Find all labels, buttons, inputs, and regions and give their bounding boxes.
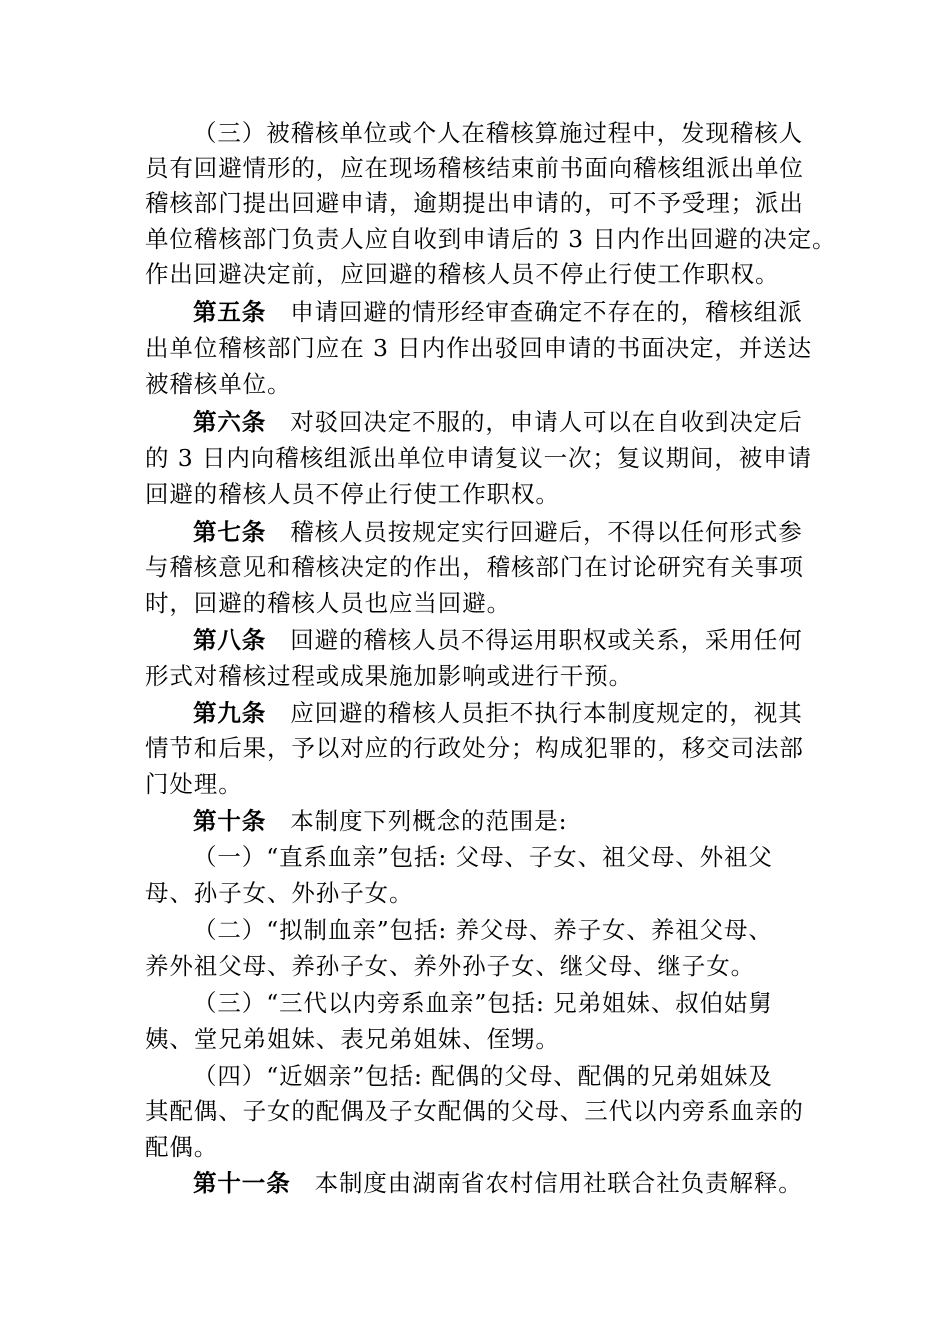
line-text: 的 3 日内向稽核组派出单位申请复议一次；复议期间，被申请 — [145, 444, 812, 472]
article-paragraph-line — [193, 806, 567, 836]
paragraph-line — [145, 769, 243, 799]
paragraph-line — [145, 1024, 560, 1054]
paragraph-line — [145, 443, 812, 473]
line-text: 与稽核意见和稽核决定的作出，稽核部门在讨论研究有关事项 — [145, 553, 804, 581]
article-number: 第十条 — [193, 807, 267, 835]
line-text: 本制度由湖南省农村信用社联合社负责解释。 — [314, 1169, 803, 1197]
line-text: 申请回避的情形经审查确定不存在的，稽核组派 — [290, 298, 803, 326]
line-text: 回避的稽核人员不停止行使工作职权。 — [145, 480, 560, 508]
line-text: （二）“拟制血亲”包括: 养父母、养子女、养祖父母、 — [193, 916, 773, 944]
paragraph-line — [145, 588, 511, 618]
paragraph-line — [145, 153, 804, 183]
paragraph-line — [193, 842, 773, 872]
line-text: 回避的稽核人员不得运用职权或关系，采用任何 — [290, 626, 803, 654]
paragraph-line — [145, 333, 812, 363]
line-text: 形式对稽核过程或成果施加影响或进行干预。 — [145, 662, 633, 690]
line-text: 员有回避情形的，应在现场稽核结束前书面向稽核组派出单位 — [145, 154, 804, 182]
paragraph-line — [145, 878, 413, 908]
paragraph-line — [145, 259, 779, 289]
line-text: 稽核人员按规定实行回避后，不得以任何形式参 — [290, 518, 803, 546]
line-text: 配偶。 — [145, 1133, 219, 1161]
line-text: 稽核部门提出回避申请，逾期提出申请的，可不予受理；派出 — [145, 189, 804, 217]
paragraph-line — [193, 118, 803, 148]
line-text: 对驳回决定不服的，申请人可以在自收到决定后 — [290, 408, 803, 436]
line-text: （三）“三代以内旁系血亲”包括: 兄弟姐妹、叔伯姑舅 — [193, 989, 773, 1017]
line-text: 母、孙子女、外孙子女。 — [145, 879, 414, 907]
article-paragraph-line — [193, 407, 803, 437]
line-text: 单位稽核部门负责人应自收到申请后的 3 日内作出回避的决定。 — [145, 225, 837, 253]
paragraph-line — [145, 1132, 218, 1162]
article-paragraph-line — [193, 698, 803, 728]
article-number: 第八条 — [193, 626, 267, 654]
line-text: 被稽核单位。 — [145, 370, 292, 398]
article-number: 第九条 — [193, 699, 267, 727]
paragraph-line — [145, 661, 633, 691]
article-paragraph-line — [193, 1168, 803, 1198]
line-text: 门处理。 — [145, 770, 243, 798]
article-paragraph-line — [193, 517, 803, 547]
line-text: 其配偶、子女的配偶及子女配偶的父母、三代以内旁系血亲的 — [145, 1097, 804, 1125]
article-number: 第七条 — [193, 518, 267, 546]
line-text: 养外祖父母、养孙子女、养外孙子女、继父母、继子女。 — [145, 952, 755, 980]
line-text: 时，回避的稽核人员也应当回避。 — [145, 589, 511, 617]
article-number: 第十一条 — [193, 1169, 291, 1197]
line-text: （一）“直系血亲”包括: 父母、子女、祖父母、外祖父 — [193, 843, 773, 871]
paragraph-line — [145, 224, 836, 254]
paragraph-line — [193, 915, 773, 945]
line-text: 应回避的稽核人员拒不执行本制度规定的，视其 — [290, 699, 803, 727]
line-text: 出单位稽核部门应在 3 日内作出驳回申请的书面决定，并送达 — [145, 334, 812, 362]
paragraph-line — [145, 188, 804, 218]
article-paragraph-line — [193, 297, 803, 327]
paragraph-line — [145, 951, 755, 981]
paragraph-line — [193, 1061, 773, 1091]
line-text: 姨、堂兄弟姐妹、表兄弟姐妹、侄甥。 — [145, 1025, 560, 1053]
line-text: 作出回避决定前，应回避的稽核人员不停止行使工作职权。 — [145, 260, 780, 288]
paragraph-line — [145, 1096, 804, 1126]
line-text: （四）“近姻亲”包括: 配偶的父母、配偶的兄弟姐妹及 — [193, 1062, 773, 1090]
paragraph-line — [145, 552, 804, 582]
article-number: 第六条 — [193, 408, 267, 436]
article-number: 第五条 — [193, 298, 267, 326]
paragraph-line — [193, 988, 773, 1018]
line-text: 情节和后果，予以对应的行政处分；构成犯罪的，移交司法部 — [145, 734, 804, 762]
line-text: 本制度下列概念的范围是: — [290, 807, 568, 835]
paragraph-line — [145, 479, 560, 509]
paragraph-line — [145, 369, 291, 399]
article-paragraph-line — [193, 625, 803, 655]
line-text: （三）被稽核单位或个人在稽核算施过程中，发现稽核人 — [193, 119, 803, 147]
paragraph-line — [145, 733, 804, 763]
